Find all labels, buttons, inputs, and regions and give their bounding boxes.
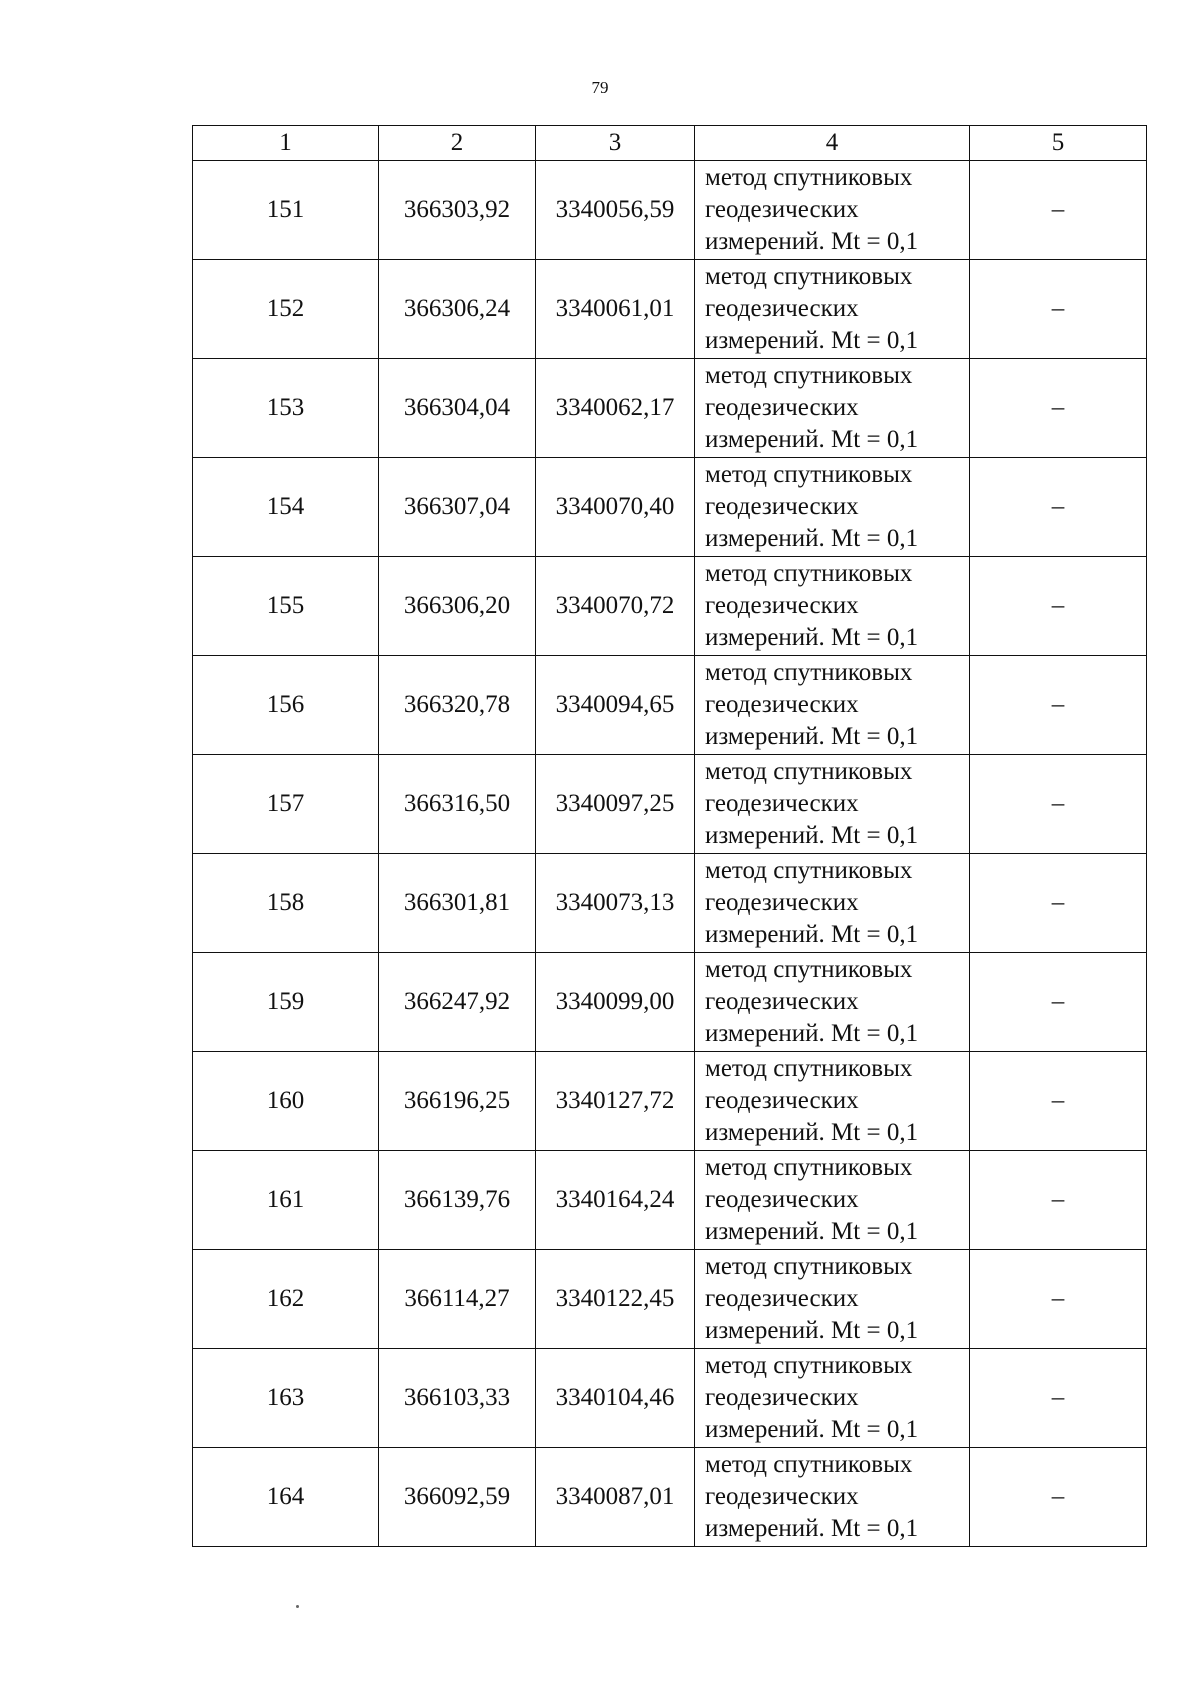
table-row bbox=[193, 260, 1147, 359]
method-line: метод спутниковых bbox=[705, 560, 913, 587]
point-number-cell: 152 bbox=[193, 260, 379, 359]
method-line: метод спутниковых bbox=[705, 1451, 913, 1478]
method-line: измерений. Mt = 0,1 bbox=[705, 1515, 919, 1542]
point-number-cell: 159 bbox=[193, 953, 379, 1052]
method-line: метод спутниковых bbox=[705, 164, 913, 191]
header-col-1: 1 bbox=[193, 126, 379, 161]
x-coordinate-cell: 366306,20 bbox=[379, 557, 536, 656]
note-cell: – bbox=[970, 953, 1147, 1052]
x-coordinate-cell: 366307,04 bbox=[379, 458, 536, 557]
header-row bbox=[193, 126, 1147, 161]
header-col-4: 4 bbox=[695, 126, 970, 161]
method-line: измерений. Mt = 0,1 bbox=[705, 822, 919, 849]
header-col-2: 2 bbox=[379, 126, 536, 161]
note-cell: – bbox=[970, 1052, 1147, 1151]
method-line: измерений. Mt = 0,1 bbox=[705, 1317, 919, 1344]
table-row bbox=[193, 1349, 1147, 1448]
method-line: измерений. Mt = 0,1 bbox=[705, 426, 919, 453]
method-line: метод спутниковых bbox=[705, 857, 913, 884]
method-cell bbox=[695, 557, 970, 656]
note-cell: – bbox=[970, 161, 1147, 260]
y-coordinate-cell: 3340073,13 bbox=[536, 854, 695, 953]
x-coordinate-cell: 366247,92 bbox=[379, 953, 536, 1052]
method-line: геодезических bbox=[705, 889, 859, 916]
y-coordinate-cell: 3340122,45 bbox=[536, 1250, 695, 1349]
method-line: геодезических bbox=[705, 790, 859, 817]
method-line: геодезических bbox=[705, 1483, 859, 1510]
note-cell: – bbox=[970, 1349, 1147, 1448]
method-line: геодезических bbox=[705, 592, 859, 619]
method-cell bbox=[695, 1151, 970, 1250]
table-row bbox=[193, 1448, 1147, 1547]
point-number-cell: 156 bbox=[193, 656, 379, 755]
note-cell: – bbox=[970, 359, 1147, 458]
x-coordinate-cell: 366304,04 bbox=[379, 359, 536, 458]
method-line: геодезических bbox=[705, 493, 859, 520]
x-coordinate-cell: 366316,50 bbox=[379, 755, 536, 854]
method-cell bbox=[695, 953, 970, 1052]
method-line: измерений. Mt = 0,1 bbox=[705, 921, 919, 948]
method-line: метод спутниковых bbox=[705, 956, 913, 983]
method-cell bbox=[695, 161, 970, 260]
note-cell: – bbox=[970, 755, 1147, 854]
method-line: геодезических bbox=[705, 691, 859, 718]
method-line: измерений. Mt = 0,1 bbox=[705, 723, 919, 750]
y-coordinate-cell: 3340094,65 bbox=[536, 656, 695, 755]
note-cell: – bbox=[970, 557, 1147, 656]
point-number-cell: 158 bbox=[193, 854, 379, 953]
table-row bbox=[193, 557, 1147, 656]
page-number: 79 bbox=[591, 78, 609, 97]
table-row bbox=[193, 458, 1147, 557]
method-line: метод спутниковых bbox=[705, 1352, 913, 1379]
table-row bbox=[193, 755, 1147, 854]
method-line: геодезических bbox=[705, 295, 859, 322]
note-cell: – bbox=[970, 656, 1147, 755]
table-row bbox=[193, 656, 1147, 755]
method-line: геодезических bbox=[705, 1285, 859, 1312]
point-number-cell: 157 bbox=[193, 755, 379, 854]
table-row bbox=[193, 161, 1147, 260]
y-coordinate-cell: 3340099,00 bbox=[536, 953, 695, 1052]
method-cell bbox=[695, 1349, 970, 1448]
table-row bbox=[193, 854, 1147, 953]
table-row bbox=[193, 1250, 1147, 1349]
method-cell bbox=[695, 1250, 970, 1349]
y-coordinate-cell: 3340127,72 bbox=[536, 1052, 695, 1151]
y-coordinate-cell: 3340097,25 bbox=[536, 755, 695, 854]
table-header bbox=[193, 126, 1147, 161]
point-number-cell: 153 bbox=[193, 359, 379, 458]
note-cell: – bbox=[970, 1448, 1147, 1547]
method-cell bbox=[695, 260, 970, 359]
method-line: метод спутниковых bbox=[705, 1253, 913, 1280]
point-number-cell: 162 bbox=[193, 1250, 379, 1349]
method-line: геодезических bbox=[705, 1087, 859, 1114]
note-cell: – bbox=[970, 260, 1147, 359]
header-col-5: 5 bbox=[970, 126, 1147, 161]
method-line: метод спутниковых bbox=[705, 1055, 913, 1082]
method-line: метод спутниковых bbox=[705, 263, 913, 290]
y-coordinate-cell: 3340070,72 bbox=[536, 557, 695, 656]
point-number-cell: 164 bbox=[193, 1448, 379, 1547]
method-line: измерений. Mt = 0,1 bbox=[705, 1119, 919, 1146]
method-cell bbox=[695, 854, 970, 953]
x-coordinate-cell: 366320,78 bbox=[379, 656, 536, 755]
point-number-cell: 161 bbox=[193, 1151, 379, 1250]
method-line: метод спутниковых bbox=[705, 1154, 913, 1181]
point-number-cell: 163 bbox=[193, 1349, 379, 1448]
header-col-3: 3 bbox=[536, 126, 695, 161]
method-line: метод спутниковых bbox=[705, 659, 913, 686]
point-number-cell: 151 bbox=[193, 161, 379, 260]
method-line: метод спутниковых bbox=[705, 362, 913, 389]
method-cell bbox=[695, 1052, 970, 1151]
x-coordinate-cell: 366306,24 bbox=[379, 260, 536, 359]
method-line: измерений. Mt = 0,1 bbox=[705, 1020, 919, 1047]
table-row bbox=[193, 359, 1147, 458]
point-number-cell: 160 bbox=[193, 1052, 379, 1151]
method-line: измерений. Mt = 0,1 bbox=[705, 624, 919, 651]
table-row bbox=[193, 953, 1147, 1052]
method-cell bbox=[695, 656, 970, 755]
y-coordinate-cell: 3340104,46 bbox=[536, 1349, 695, 1448]
note-cell: – bbox=[970, 1151, 1147, 1250]
y-coordinate-cell: 3340056,59 bbox=[536, 161, 695, 260]
point-number-cell: 155 bbox=[193, 557, 379, 656]
y-coordinate-cell: 3340087,01 bbox=[536, 1448, 695, 1547]
y-coordinate-cell: 3340062,17 bbox=[536, 359, 695, 458]
x-coordinate-cell: 366114,27 bbox=[379, 1250, 536, 1349]
method-line: геодезических bbox=[705, 196, 859, 223]
method-line: геодезических bbox=[705, 394, 859, 421]
table-row bbox=[193, 1151, 1147, 1250]
x-coordinate-cell: 366196,25 bbox=[379, 1052, 536, 1151]
point-number-cell: 154 bbox=[193, 458, 379, 557]
y-coordinate-cell: 3340061,01 bbox=[536, 260, 695, 359]
note-cell: – bbox=[970, 1250, 1147, 1349]
method-line: метод спутниковых bbox=[705, 461, 913, 488]
x-coordinate-cell: 366139,76 bbox=[379, 1151, 536, 1250]
method-line: метод спутниковых bbox=[705, 758, 913, 785]
x-coordinate-cell: 366103,33 bbox=[379, 1349, 536, 1448]
x-coordinate-cell: 366303,92 bbox=[379, 161, 536, 260]
method-line: геодезических bbox=[705, 1186, 859, 1213]
table-body bbox=[193, 161, 1147, 1547]
method-line: измерений. Mt = 0,1 bbox=[705, 228, 919, 255]
scan-speck bbox=[296, 1605, 299, 1608]
method-cell bbox=[695, 1448, 970, 1547]
x-coordinate-cell: 366092,59 bbox=[379, 1448, 536, 1547]
y-coordinate-cell: 3340164,24 bbox=[536, 1151, 695, 1250]
note-cell: – bbox=[970, 854, 1147, 953]
method-line: измерений. Mt = 0,1 bbox=[705, 1218, 919, 1245]
method-cell bbox=[695, 458, 970, 557]
note-cell: – bbox=[970, 458, 1147, 557]
method-line: измерений. Mt = 0,1 bbox=[705, 525, 919, 552]
method-line: измерений. Mt = 0,1 bbox=[705, 327, 919, 354]
table-row bbox=[193, 1052, 1147, 1151]
method-line: геодезических bbox=[705, 988, 859, 1015]
method-line: измерений. Mt = 0,1 bbox=[705, 1416, 919, 1443]
method-cell bbox=[695, 755, 970, 854]
x-coordinate-cell: 366301,81 bbox=[379, 854, 536, 953]
method-cell bbox=[695, 359, 970, 458]
method-line: геодезических bbox=[705, 1384, 859, 1411]
coordinates-table bbox=[192, 125, 1147, 1547]
y-coordinate-cell: 3340070,40 bbox=[536, 458, 695, 557]
